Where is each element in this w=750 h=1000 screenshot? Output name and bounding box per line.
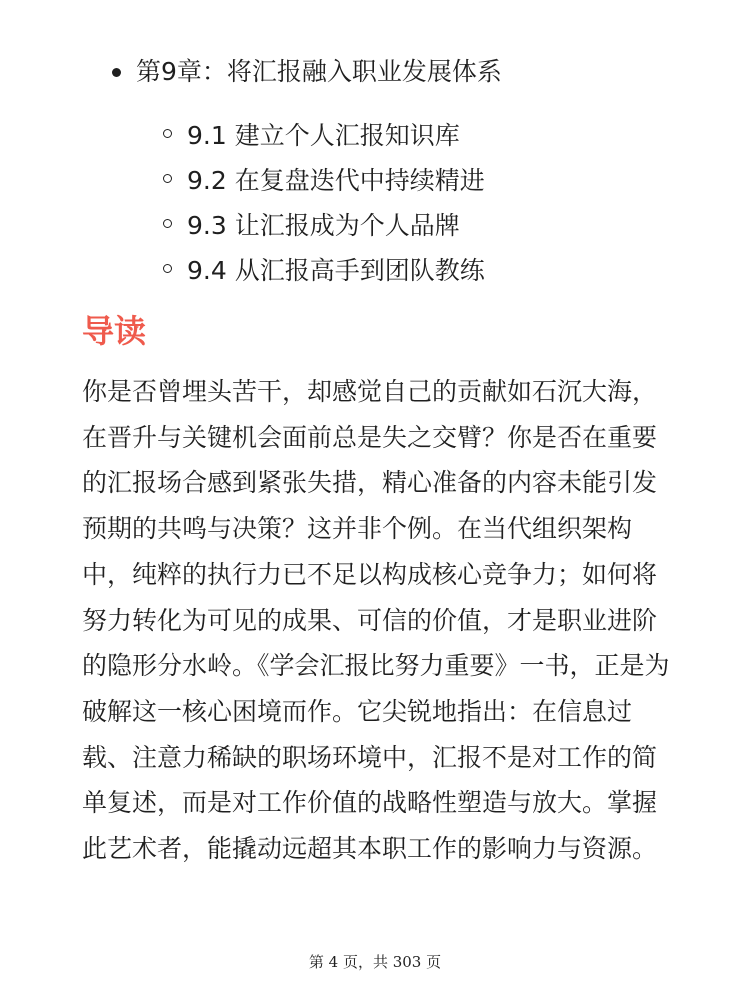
hollow-bullet-icon [163,219,172,228]
section-label: 9.2 在复盘迭代中持续精进 [187,165,485,195]
section-item [163,201,485,246]
section-label: 9.3 让汇报成为个人品牌 [187,210,460,240]
intro-heading: 导读 [82,312,147,350]
section-item [163,156,485,201]
chapter-title: 第9章：将汇报融入职业发展体系 [136,57,502,86]
section-list [163,111,485,291]
section-label: 9.1 建立个人汇报知识库 [187,120,460,150]
section-item [163,111,485,156]
intro-paragraph: 你是否曾埋头苦干，却感觉自己的贡献如石沉大海，在晋升与关键机会面前总是失之交臂？你是否在重要的汇报场合感到紧张失措，精心准备的内容未能引发预期的共鸣与决策？这并非个例。在当代组织架构中，纯粹的执行力已不足以构成核心竞争力；如何将努力转化为可见的成果、可信的价值，才是职业进阶的隐形分水岭。《学会汇报比努力重要》一书，正是为破解这一核心困境而作。它尖锐地指出：在信息过载、注意力稀缺的职场环境中，汇报不是对工作的简单复述，而是对工作价值的战略性塑造与放大。掌握此艺术者，能撬动远超其本职工作的影响力与资源。 [82,377,670,864]
hollow-bullet-icon [163,264,172,273]
bullet-icon [112,68,121,77]
hollow-bullet-icon [163,129,172,138]
hollow-bullet-icon [163,174,172,183]
section-item [163,246,485,291]
chapter-list-item [112,54,502,90]
section-label: 9.4 从汇报高手到团队教练 [187,255,485,285]
page-number: 第 4 页，共 303 页 [308,953,442,971]
